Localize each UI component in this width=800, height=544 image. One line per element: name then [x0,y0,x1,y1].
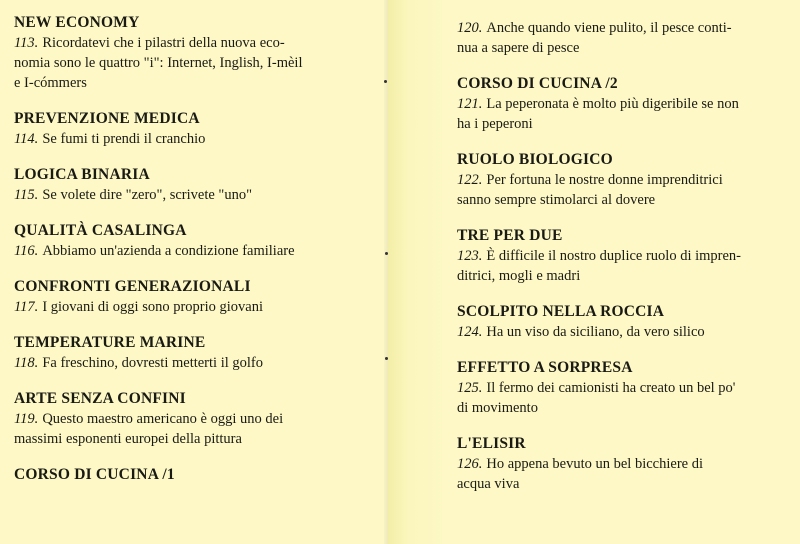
margin-mark [384,80,387,83]
entry-text-line [457,38,800,58]
entry-text: Questo maestro americano è oggi uno dei [42,411,284,427]
joke-entry [14,13,388,93]
entry-number: 122. [457,172,483,188]
entry-text: Ha un viso da siciliano, da vero silico [486,324,705,340]
entry-number: 124. [457,324,483,340]
entry-number: 116. [14,243,39,259]
entry-text-line [457,266,800,286]
entry-text-line [14,53,388,73]
entry-title: TEMPERATURE MARINE [14,334,206,351]
entry-text: massimi esponenti europei della pittura [14,431,242,447]
entry-text: nomia sono le quattro "i": Internet, Inglish, I-mèil [14,55,303,71]
entry-text-line [457,474,800,494]
entry-text-line [14,429,388,449]
entry-number: 114. [14,131,39,147]
joke-entry [457,74,800,134]
entry-number: 117. [14,299,39,315]
entry-title: LOGICA BINARIA [14,166,150,183]
entry-text-line [457,114,800,134]
entry-text-line [14,241,388,261]
entry-number: 120. [457,20,483,36]
entry-text-line [457,18,800,38]
entry-text: È difficile il nostro duplice ruolo di impren- [486,248,742,264]
entry-text-line [14,73,388,93]
entry-text-line [457,94,800,114]
entry-text: La peperonata è molto più digeribile se non [486,96,739,112]
entry-title: L'ELISIR [457,435,526,452]
entry-text: di movimento [457,400,538,416]
joke-entry [14,277,388,317]
joke-entry [14,465,388,485]
entry-text: Fa freschino, dovresti metterti il golfo [42,355,263,371]
entry-text: Se volete dire "zero", scrivete "uno" [42,187,252,203]
entry-number: 126. [457,456,483,472]
margin-mark [385,357,388,360]
joke-entry [14,109,388,149]
entry-text: Per fortuna le nostre donne imprenditrici [486,172,723,188]
entry-text-line [14,297,388,317]
entry-title: NEW ECONOMY [14,14,140,31]
entry-number: 113. [14,35,39,51]
joke-entry [457,226,800,286]
joke-entry [14,389,388,449]
entry-title: EFFETTO A SORPRESA [457,359,633,376]
entry-text: e I-cómmers [14,75,87,91]
entry-text-line [457,454,800,474]
entry-text-line [457,322,800,342]
entry-text: sanno sempre stimolarci al dovere [457,192,656,208]
entry-number: 123. [457,248,483,264]
entry-title: CONFRONTI GENERAZIONALI [14,278,251,295]
entry-text: acqua viva [457,476,520,492]
entry-number: 125. [457,380,483,396]
entry-text-line [14,33,388,53]
right-page [388,0,800,544]
entry-text-line [14,185,388,205]
entry-number: 121. [457,96,483,112]
entry-text-line [457,170,800,190]
entry-title: SCOLPITO NELLA ROCCIA [457,303,665,320]
entry-text: Ho appena bevuto un bel bicchiere di [486,456,703,472]
entry-number: 115. [14,187,39,203]
joke-entry [457,150,800,210]
joke-entry [14,333,388,373]
entry-title: TRE PER DUE [457,227,563,244]
entry-title: CORSO DI CUCINA /1 [14,466,175,483]
entry-text-line [14,129,388,149]
entry-text: nua a sapere di pesce [457,40,580,56]
entry-text-line [457,190,800,210]
joke-entry [457,358,800,418]
entry-number: 118. [14,355,39,371]
joke-entry [14,165,388,205]
entry-number: 119. [14,411,39,427]
entry-text: ditrici, mogli e madri [457,268,581,284]
entry-text-line [457,378,800,398]
entry-text-line [457,246,800,266]
margin-mark [385,252,388,255]
entry-title: PREVENZIONE MEDICA [14,110,200,127]
entry-text: I giovani di oggi sono proprio giovani [42,299,264,315]
joke-entry [14,221,388,261]
left-page [0,0,388,544]
entry-text: Ricordatevi che i pilastri della nuova eco- [42,35,285,51]
entry-text: Anche quando viene pulito, il pesce conti- [486,20,732,36]
entry-text-line [14,353,388,373]
entry-text: Il fermo dei camionisti ha creato un bel po' [486,380,736,396]
entry-text: Se fumi ti prendi il cranchio [42,131,206,147]
entry-text-line [457,398,800,418]
joke-entry [457,302,800,342]
entry-title: QUALITÀ CASALINGA [14,222,187,239]
entry-text-line [14,409,388,429]
entry-title: RUOLO BIOLOGICO [457,151,613,168]
joke-entry [457,434,800,494]
entry-text: Abbiamo un'azienda a condizione familiare [42,243,295,259]
entry-title: ARTE SENZA CONFINI [14,390,186,407]
entry-text: ha i peperoni [457,116,533,132]
entry-title: CORSO DI CUCINA /2 [457,75,618,92]
joke-entry [457,18,800,58]
